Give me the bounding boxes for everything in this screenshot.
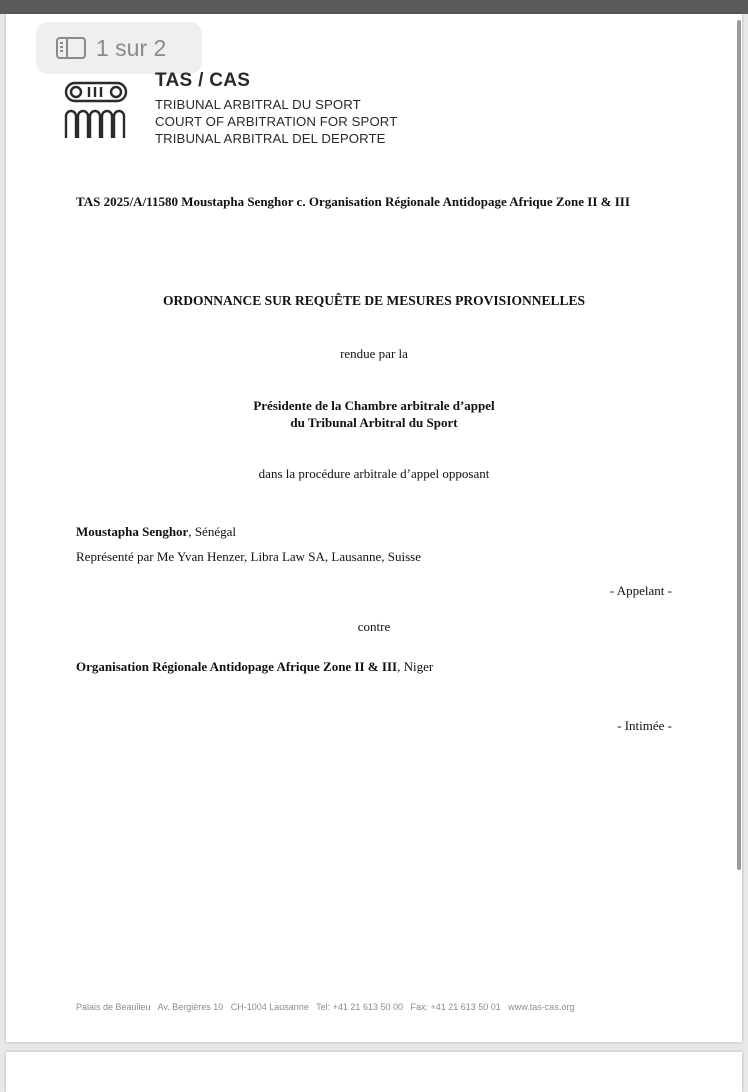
order-title: ORDONNANCE SUR REQUÊTE DE MESURES PROVISIONNELLES bbox=[163, 293, 585, 308]
letterhead-line-en: COURT OF ARBITRATION FOR SPORT bbox=[155, 114, 398, 129]
letterhead-title: TAS / CAS bbox=[155, 70, 251, 91]
case-reference: TAS 2025/A/11580 Moustapha Senghor c. Organisation Régionale Antidopage Afrique Zone II & III bbox=[76, 194, 630, 209]
appellant-country: , Sénégal bbox=[188, 524, 236, 539]
page-footer: Palais de Beaulieu Av. Bergières 10 CH-1004 Lausanne Tel: +41 21 613 50 00 Fax: +41 21 613 50 01 www.tas-cas.org bbox=[76, 1002, 575, 1012]
page-indicator-label: 1 sur 2 bbox=[96, 34, 167, 61]
sidebar-icon bbox=[56, 37, 86, 59]
tas-cas-logo-icon bbox=[62, 80, 132, 144]
appellant-name: Moustapha Senghor bbox=[76, 524, 189, 539]
procedure-text: dans la procédure arbitrale d’appel opposant bbox=[258, 466, 490, 481]
appellant-role: - Appelant - bbox=[609, 583, 672, 598]
letterhead-line-es: TRIBUNAL ARBITRAL DEL DEPORTE bbox=[155, 131, 386, 146]
respondent bbox=[76, 659, 433, 675]
letterhead bbox=[155, 70, 397, 147]
document-page-2 bbox=[6, 1052, 742, 1092]
letterhead-line-fr: TRIBUNAL ARBITRAL DU SPORT bbox=[155, 97, 361, 112]
scrollbar[interactable] bbox=[737, 20, 741, 870]
appellant bbox=[76, 524, 236, 540]
respondent-name: Organisation Régionale Antidopage Afrique Zone II & III bbox=[76, 659, 398, 674]
president-line-1: Présidente de la Chambre arbitrale d’appel bbox=[253, 398, 495, 413]
president-line-2: du Tribunal Arbitral du Sport bbox=[290, 415, 458, 430]
page-indicator[interactable] bbox=[36, 22, 202, 74]
respondent-role: - Intimée - bbox=[617, 718, 672, 733]
rendered-by: rendue par la bbox=[340, 346, 408, 361]
appellant-representation: Représenté par Me Yvan Henzer, Libra Law SA, Lausanne, Suisse bbox=[76, 549, 421, 564]
viewer-top-bar bbox=[0, 0, 748, 14]
respondent-country: , Niger bbox=[397, 659, 434, 674]
versus-text: contre bbox=[357, 619, 391, 634]
